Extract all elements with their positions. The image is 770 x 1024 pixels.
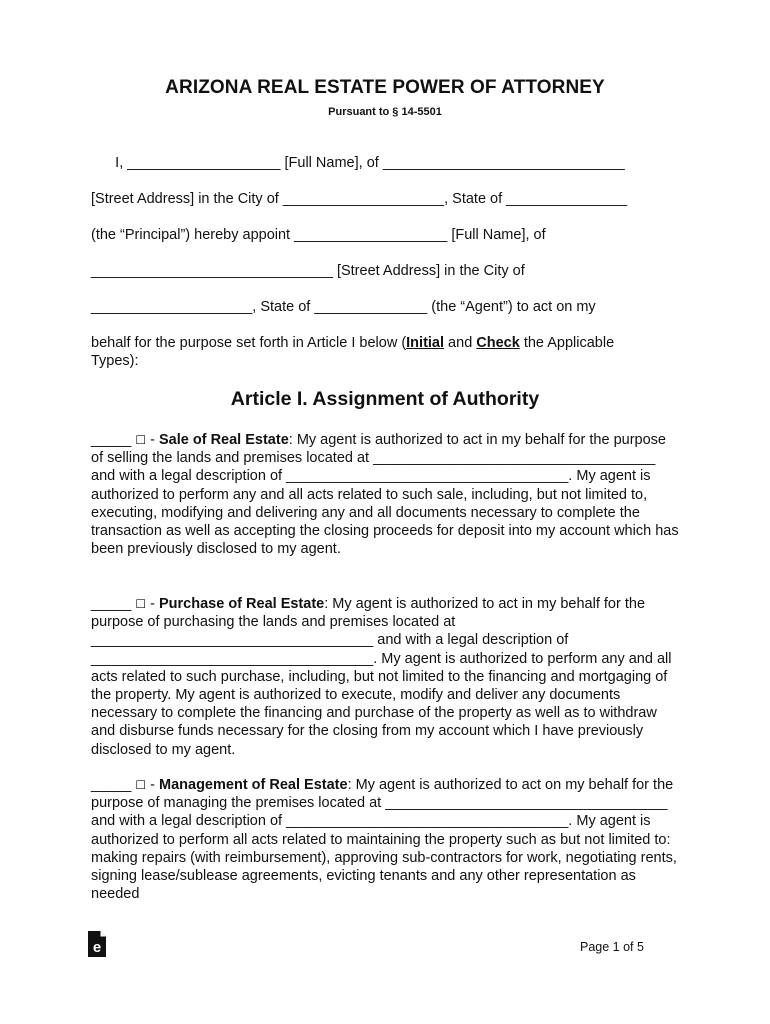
intro-line-7: Types): <box>91 353 139 369</box>
section-title: Purchase of Real Estate <box>159 596 325 612</box>
intro-line-6-end: the Applicable <box>519 335 615 351</box>
section-text: : My agent is authorized to act in my behalf for the purpose of purchasing the lands and premises located at ___________________________________ and with a legal description of ___________________________________. My agent is authorized to perform any and all acts related to such purchase, including, but not limited to the financing and mortgaging of the property. My agent is authorized to execute, modify and deliver any documents necessary to complete the financing and purchase of the property as well as to withdraw and disburse funds necessary for the closing from my account which I have previously disclosed to my agent. <box>91 596 672 758</box>
intro-line-1: I, ___________________ [Full Name], of ______________________________ <box>91 155 625 171</box>
intro-line-2: [Street Address] in the City of ____________________, State of _______________ <box>91 191 628 207</box>
section-management <box>91 776 681 903</box>
section-text: : My agent is authorized to act in my behalf for the purpose of selling the lands and premises located at ___________________________________ and with a legal description of ___________________________________. My agent is authorized to perform any and all acts related to such sale, including, but not limited to, executing, modifying and delivering any and all documents necessary to complete the transaction as well as accepting the closing proceeds for deposit into my account which has been previously disclosed to my agent. <box>91 432 679 558</box>
section-text: : My agent is authorized to act on my behalf for the purpose of managing the premises located at ___________________________________ and with a legal description of ___________________________________. My agent is authorized to perform all acts related to maintaining the property such as but not limited to: making repairs (with reimbursement), approving sub-contractors for work, negotiating rents, signing lease/sublease agreements, evicting tenants and any other representation as needed <box>91 777 677 903</box>
check-label: Check <box>476 335 520 351</box>
intro-line-5: ____________________, State of ______________ (the “Agent”) to act on my <box>91 299 596 315</box>
initial-blank[interactable]: _____ <box>91 596 136 612</box>
svg-text:e: e <box>92 939 102 956</box>
checkbox-icon[interactable]: ☐ <box>135 433 147 447</box>
page-number: Page 1 of 5 <box>580 940 644 954</box>
section-title: Management of Real Estate <box>159 777 348 793</box>
checkbox-icon[interactable]: ☐ <box>135 597 147 611</box>
initial-blank[interactable]: _____ <box>91 777 136 793</box>
section-dash: - <box>146 432 160 448</box>
section-purchase <box>91 595 681 759</box>
section-dash: - <box>146 596 160 612</box>
intro-line-3: (the “Principal”) hereby appoint ___________________ [Full Name], of <box>91 227 546 243</box>
section-title: Sale of Real Estate <box>159 432 289 448</box>
document-title: ARIZONA REAL ESTATE POWER OF ATTORNEY <box>165 77 605 98</box>
intro-line-6-start: behalf for the purpose set forth in Article I below ( <box>91 335 407 351</box>
checkbox-icon[interactable]: ☐ <box>135 778 147 792</box>
section-sale <box>91 431 681 558</box>
intro-line-4: ______________________________ [Street Address] in the City of <box>91 263 525 279</box>
initial-label: Initial <box>406 335 445 351</box>
initial-blank[interactable]: _____ <box>91 432 136 448</box>
document-subtitle: Pursuant to § 14-5501 <box>328 106 442 118</box>
eforms-logo-icon <box>88 931 106 957</box>
intro-line-6-and: and <box>444 335 477 351</box>
intro-line-6 <box>91 334 614 352</box>
article-heading: Article I. Assignment of Authority <box>230 388 540 410</box>
section-dash: - <box>146 777 160 793</box>
